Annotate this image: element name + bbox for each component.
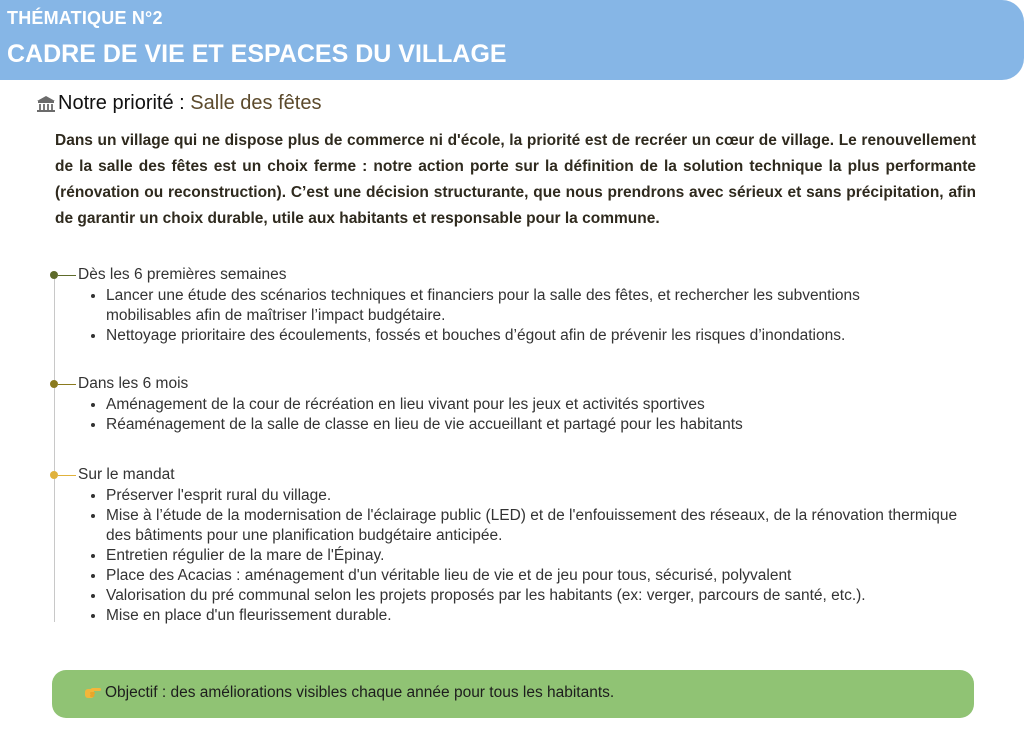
milestone-list bbox=[86, 395, 966, 435]
theme-number: THÉMATIQUE N°2 bbox=[7, 8, 163, 28]
intro-paragraph: Dans un village qui ne dispose plus de commerce ni d'école, la priorité est de recréer un cœur de village. Le renouvellement de la salle des fêtes est un choix ferme : notre action porte sur la définition de la solution technique la plus performante (rénovation ou reconstruction). C’est une décision structurante, que nous prendrons avec sérieux et sans précipitation, afin de garantir un choix durable, utile aux habitants et responsable pour la commune. bbox=[55, 132, 976, 227]
objective-text: Objectif : des améliorations visibles chaque année pour tous les habitants. bbox=[105, 684, 615, 701]
milestone-heading: Sur le mandat bbox=[78, 466, 175, 483]
list-item: • Nettoyage prioritaire des écoulements, fossés et bouches d’égout afin de prévenir les risques d’inondations. bbox=[106, 326, 946, 346]
list-item: • Valorisation du pré communal selon les projets proposés par les habitants (ex: verger, parcours de santé, etc.). bbox=[106, 586, 976, 606]
list-item: • Place des Acacias : aménagement d'un véritable lieu de vie et de jeu pour tous, sécurisé, polyvalent bbox=[106, 566, 976, 586]
milestone-heading: Dès les 6 premières semaines bbox=[78, 266, 287, 283]
timeline-dot bbox=[50, 471, 58, 479]
milestone-list bbox=[86, 286, 946, 346]
list-item: • Aménagement de la cour de récréation en lieu vivant pour les jeux et activités sportives bbox=[106, 395, 966, 415]
list-item: • Réaménagement de la salle de classe en lieu de vie accueillant et partagé pour les habitants bbox=[106, 415, 966, 435]
timeline-connector bbox=[58, 475, 76, 476]
list-item: • Entretien régulier de la mare de l'Épinay. bbox=[106, 546, 976, 566]
timeline-connector bbox=[58, 384, 76, 385]
list-item: • Préserver l'esprit rural du village. bbox=[106, 486, 976, 506]
priority-label: Notre priorité : bbox=[58, 92, 185, 114]
timeline-dot bbox=[50, 271, 58, 279]
list-item: • Mise à l’étude de la modernisation de l'éclairage public (LED) et de l'enfouissement des réseaux, de la rénovation thermique des bâtiments pour une planification budgétaire anticipée. bbox=[106, 506, 976, 546]
list-item: • Mise en place d'un fleurissement durable. bbox=[106, 606, 976, 626]
timeline-dot bbox=[50, 380, 58, 388]
theme-header bbox=[0, 0, 1024, 80]
timeline-line bbox=[54, 272, 55, 622]
objective-banner bbox=[52, 670, 974, 718]
building-icon bbox=[36, 95, 56, 113]
priority-value: Salle des fêtes bbox=[190, 92, 322, 114]
pointing-hand-icon bbox=[84, 685, 102, 699]
timeline-connector bbox=[58, 275, 76, 276]
theme-title: CADRE DE VIE ET ESPACES DU VILLAGE bbox=[7, 40, 507, 68]
priority-line bbox=[36, 92, 321, 115]
milestone-list bbox=[86, 486, 976, 626]
milestone-heading: Dans les 6 mois bbox=[78, 375, 189, 392]
list-item: • Lancer une étude des scénarios techniques et financiers pour la salle des fêtes, et rechercher les subventions mobilisables afin de maîtriser l’impact budgétaire. bbox=[106, 286, 946, 326]
